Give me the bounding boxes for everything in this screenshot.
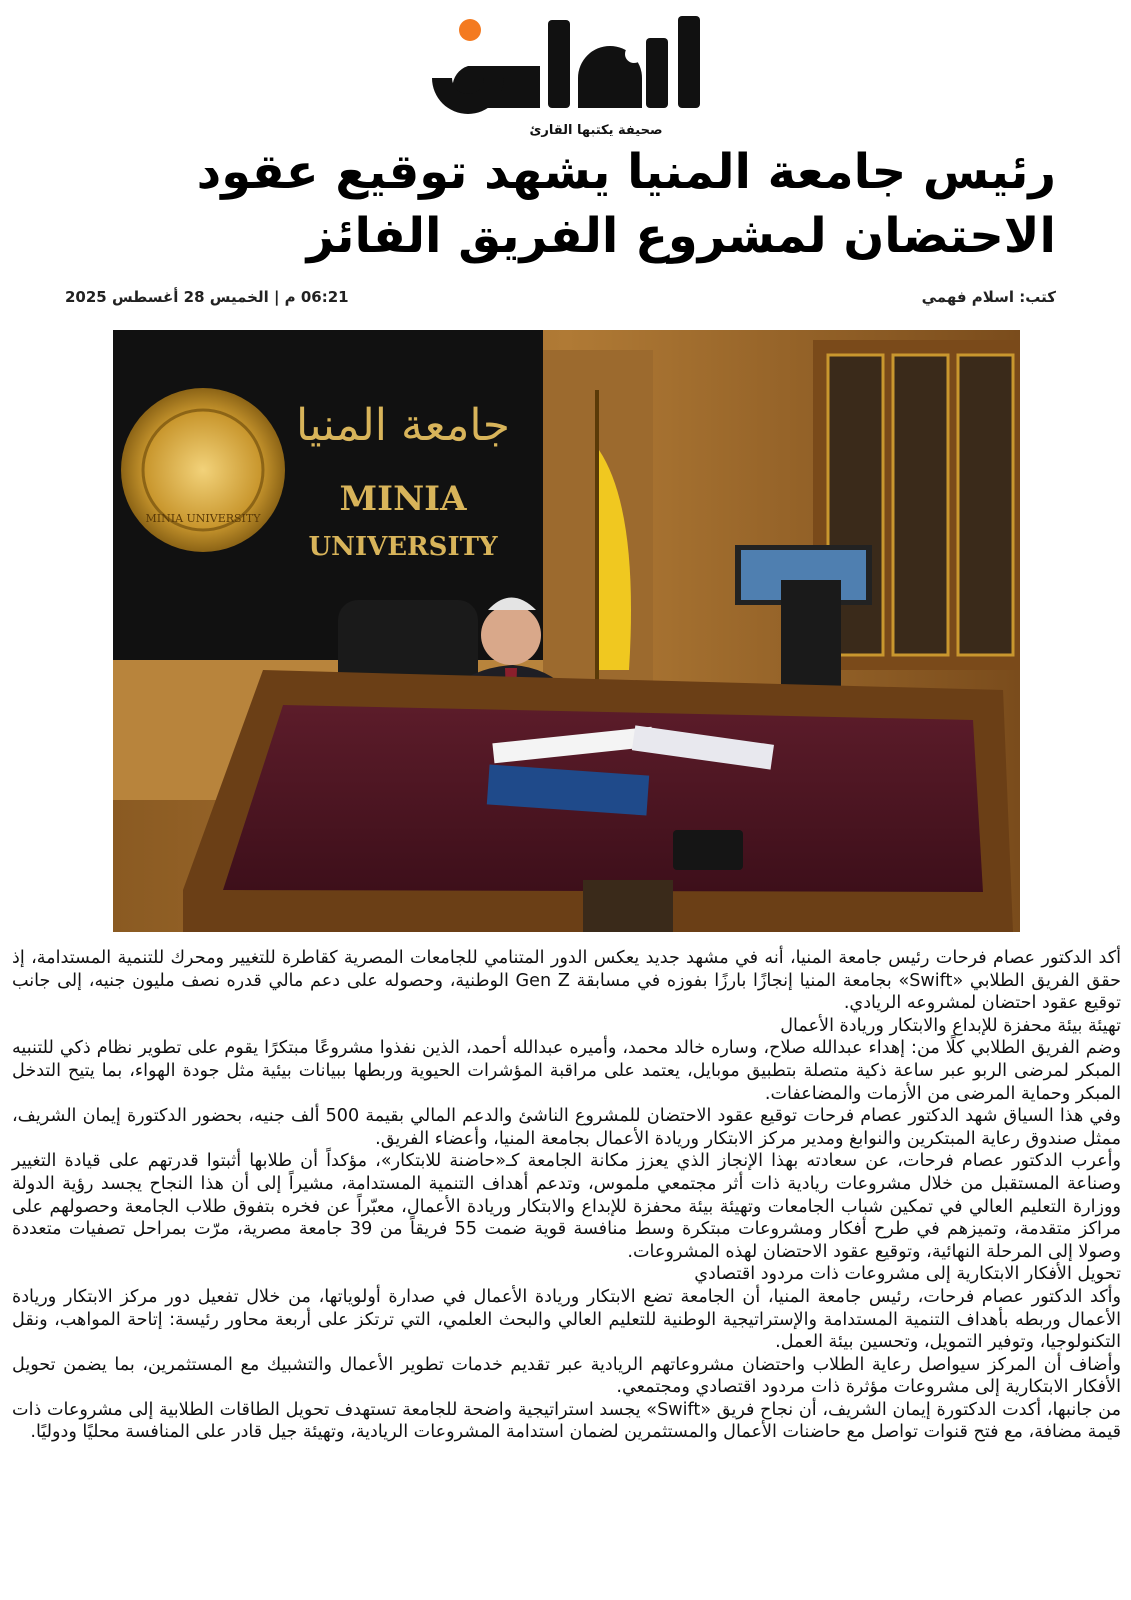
byline: كتب: اسلام فهمي xyxy=(921,288,1056,306)
svg-text:MINIA: MINIA xyxy=(339,479,467,519)
paragraph: من جانبها، أكدت الدكتورة إيمان الشريف، أن نجاح فريق «Swift» يجسد استراتيجية واضحة للجامعة تستهدف تحويل الطاقات الطلابية إلى مشروعات ذات قيمة مضافة، مع فتح قنوات تواصل مع حاضنات الأعمال والمستثمرين لضمان استدامة المشروعات الريادية، وتهيئة جيل قادر على المنافسة محليًا ودوليًا. xyxy=(12,1399,1121,1443)
article-meta xyxy=(65,288,1056,312)
office-scene-image xyxy=(113,330,1020,932)
svg-text:UNIVERSITY: UNIVERSITY xyxy=(308,532,498,562)
paragraph: وفي هذا السياق شهد الدكتور عصام فرحات توقيع عقود الاحتضان للمشروع الناشئ والدعم المالي بقيمة 500 ألف جنيه، بحضور الدكتورة إيمان الشريف، ممثل صندوق رعاية المبتكرين والنوابغ ومدير مركز الابتكار وريادة الأعمال بجامعة المنيا، وأعضاء الفريق. xyxy=(12,1106,1121,1149)
headline-line-2: الاحتضان لمشروع الفريق الفائز xyxy=(306,208,1056,264)
subheading: تهيئة بيئة محفزة للإبداع والابتكار وريادة الأعمال xyxy=(780,1015,1121,1036)
dateline: 06:21 م | الخميس 28 أغسطس 2025 xyxy=(65,288,349,306)
logo-tagline: صحيفة يكتبها القارئ xyxy=(529,123,663,138)
site-logo[interactable] xyxy=(428,8,718,143)
svg-text:MINIA UNIVERSITY: MINIA UNIVERSITY xyxy=(145,512,261,525)
subheading: تحويل الأفكار الابتكارية إلى مشروعات ذات مردود اقتصادي xyxy=(694,1264,1121,1285)
paragraph: وأكد الدكتور عصام فرحات، رئيس جامعة المنيا، أن الجامعة تضع الابتكار وريادة الأعمال في صدارة أولوياتها، من خلال تفعيل دور مركز الابتكار وريادة الأعمال وربطه بأهداف التنمية المستدامة والإستراتيجية الوطنية للتعليم العالي والبحث العلمي، التي ترتكز على أربعة محاور رئيسة: إتاحة المواهب، ونقل التكنولوجيا، وتوفير التمويل، وتحسين بيئة العمل. xyxy=(12,1286,1121,1353)
article-headline xyxy=(156,140,1056,268)
seal-icon xyxy=(121,388,285,552)
article-photo xyxy=(113,330,1020,932)
paragraph: وضم الفريق الطلابي كلًا من: إهداء عبدالله صلاح، وساره خالد محمد، وأميره عبدالله أحمد، الذين نفذوا مشروعًا مبتكرًا يقوم على تطوير نظام ذكي للتنبيه المبكر لمرضى الربو عبر ساعة ذكية متصلة بتطبيق موبايل، يعتمد على مراقبة المؤشرات الحيوية وربطها ببيانات بيئية مثل جودة الهواء، بما يتيح التدخل المبكر وحماية المرضى من الأزمات والمضاعفات. xyxy=(12,1038,1121,1104)
headline-line-1: رئيس جامعة المنيا يشهد توقيع عقود xyxy=(196,144,1056,200)
paragraph: وأعرب الدكتور عصام فرحات، عن سعادته بهذا الإنجاز الذي يعزز مكانة الجامعة كـ«حاضنة للابتكار»، مؤكداً أن طلابها أثبتوا قدرتهم على قيادة التغيير وصناعة المستقبل من خلال مشروعات ريادية ذات أثر مجتمعي ملموس، وتدعم أهداف التنمية المستدامة، مشيراً إلى أن هذا النجاح يجسد رؤية الدولة ووزارة التعليم العالي في تمكين شباب الجامعات وتهيئة بيئة محفزة للإبداع والابتكار وريادة الأعمال، معبّراً عن فخره بتفوق طلاب الجامعة وحصولهم على مراكز متقدمة، وتميزهم في طرح أفكار ومشروعات مبتكرة وسط منافسة قوية ضمت 55 فريقاً من 39 جامعة مصرية، مرّت بمراحل تصفيات متعددة وصولا إلى المرحلة النهائية، وتوقيع عقود الاحتضان لهذه المشروعات. xyxy=(12,1151,1121,1262)
logo-graphic xyxy=(428,8,718,143)
paragraph: وأضاف أن المركز سيواصل رعاية الطلاب واحتضان مشروعاتهم الريادية عبر تقديم خدمات تطوير الأعمال والتشبيك مع المستثمرين، بما يضمن تحويل الأفكار الابتكارية إلى مشروعات مؤثرة ذات مردود اقتصادي ومجتمعي. xyxy=(12,1354,1121,1398)
article-body xyxy=(12,947,1121,1444)
masthead xyxy=(0,8,1131,143)
paragraph: أكد الدكتور عصام فرحات رئيس جامعة المنيا، أنه في مشهد جديد يعكس الدور المتنامي للجامعات المصرية كقاطرة للتغيير ومحرك للتنمية المستدامة، إذ حقق الفريق الطلابي «Swift» بجامعة المنيا إنجازًا بارزًا بفوزه في مسابقة Gen Z الوطنية، وحصوله على دعم مالي قدره نصف مليون جنيه، إلى جانب توقيع عقود احتضان لمشروعه الريادي. xyxy=(12,948,1121,1014)
logo-dot-icon xyxy=(459,19,481,41)
svg-text:جامعة المنيا: جامعة المنيا xyxy=(295,400,511,451)
